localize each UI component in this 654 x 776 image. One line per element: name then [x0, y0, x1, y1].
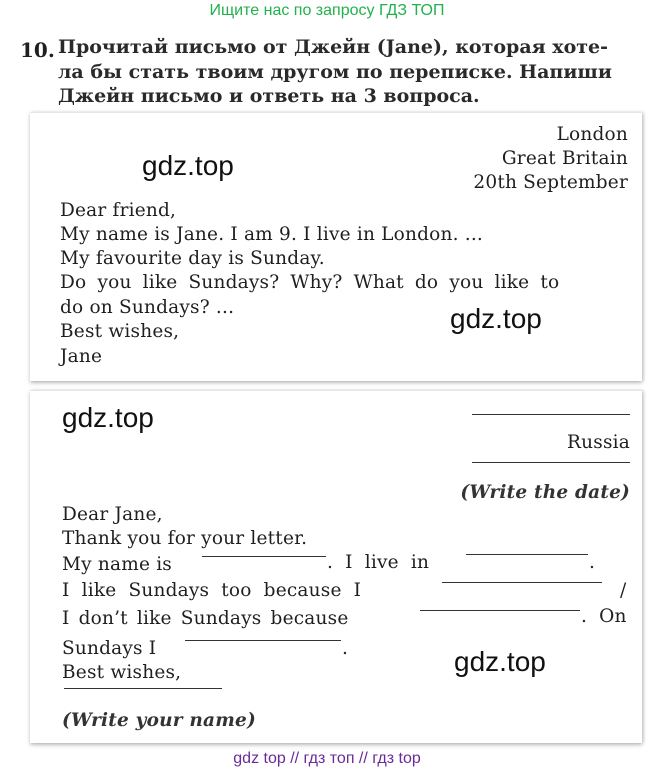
letter-line: do on Sundays? ... [60, 297, 235, 318]
address-country: Great Britain [501, 148, 628, 169]
instruction-line: Прочитай письмо от Джейн (Jane), которая хоте- [58, 36, 609, 58]
search-hint-link[interactable]: Ищите нас по запросу ГДЗ ТОП [209, 2, 445, 19]
watermark: gdz.top [450, 303, 542, 334]
name-hint: (Write your name) [62, 710, 256, 731]
date-hint: (Write the date) [460, 482, 630, 503]
reply-line-period: . [589, 552, 596, 573]
address-city: London [556, 124, 628, 145]
reply-line-period: . [342, 638, 349, 659]
letter-line: Dear friend, [60, 200, 177, 221]
name-blank[interactable] [202, 556, 326, 557]
sundays-activity-blank[interactable] [185, 640, 341, 641]
watermark: gdz.top [142, 150, 234, 181]
letter-line: My name is Jane. I am 9. I live in London. ... [60, 224, 483, 245]
reply-line-sundays-label: Sundays I [62, 638, 157, 659]
address-blank-line[interactable] [472, 414, 630, 415]
watermark: gdz.top [62, 402, 154, 433]
dislike-reason-blank[interactable] [420, 610, 580, 611]
date-blank-line[interactable] [472, 462, 630, 463]
reply-line-live-label: . I live in [327, 552, 430, 573]
reply-line-slash: / [620, 580, 627, 601]
letter-date: 20th September [473, 172, 628, 193]
instruction-line: ла бы стать твоим другом по переписке. Напиши [58, 61, 612, 83]
reply-closing: Best wishes, [62, 662, 182, 683]
city-blank[interactable] [466, 554, 588, 555]
instruction-line: Джейн письмо и ответь на 3 вопроса. [58, 85, 480, 107]
exercise-number: 10. [20, 38, 55, 62]
reply-line-like-label: I like Sundays too because I [62, 580, 362, 601]
letter-signature: Jane [60, 346, 103, 367]
letter-line: Best wishes, [60, 321, 180, 342]
letter-line: My favourite day is Sunday. [60, 248, 325, 269]
signature-blank-line[interactable] [64, 688, 222, 689]
reply-line-name-label: My name is [62, 554, 173, 575]
reply-thanks: Thank you for your letter. [62, 528, 308, 549]
reply-line-on: . On [581, 606, 627, 627]
reply-country: Russia [567, 432, 630, 453]
reply-greeting: Dear Jane, [62, 504, 163, 525]
letter-line: Do you like Sundays? Why? What do you like to [60, 272, 560, 293]
watermark: gdz.top [454, 646, 546, 677]
like-reason-blank[interactable] [442, 582, 602, 583]
footer-links[interactable]: gdz top // гдз топ // гдз top [233, 750, 421, 767]
reply-line-dislike-label: I don’t like Sundays because [62, 608, 349, 629]
